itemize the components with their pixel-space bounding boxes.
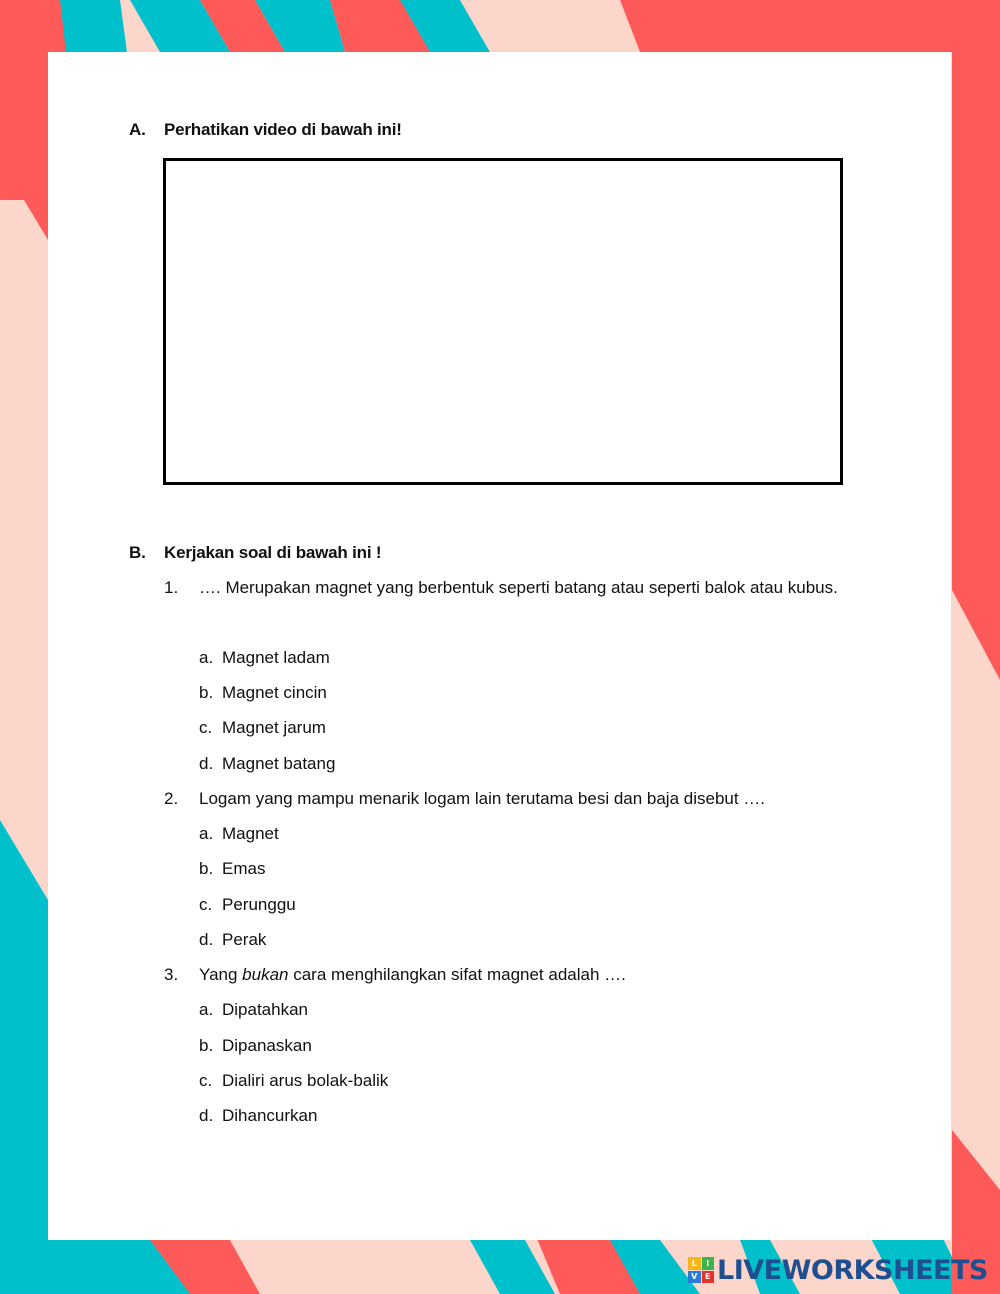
question-3-option-c[interactable] <box>199 1071 388 1091</box>
option-text: Dihancurkan <box>222 1106 318 1125</box>
logo-mark-icon <box>688 1257 714 1283</box>
question-2-option-d[interactable] <box>199 930 266 950</box>
question-3-text-before: Yang <box>199 965 243 984</box>
question-2-text: Logam yang mampu menarik logam lain terutama besi dan baja disebut …. <box>199 789 766 808</box>
question-3-option-b[interactable] <box>199 1036 312 1056</box>
logo-mark-l: L <box>688 1257 701 1270</box>
option-letter: a. <box>199 1000 214 1019</box>
option-letter: a. <box>199 648 214 667</box>
option-text: Dipatahkan <box>222 1000 309 1019</box>
question-3-text <box>199 965 626 985</box>
question-3-option-a[interactable] <box>199 1000 308 1020</box>
option-letter: b. <box>199 683 214 702</box>
option-text: Emas <box>222 859 266 878</box>
question-2-option-b[interactable] <box>199 859 265 879</box>
option-text: Dialiri arus bolak-balik <box>222 1071 389 1090</box>
question-2-option-a[interactable] <box>199 824 279 844</box>
liveworksheets-logo[interactable] <box>688 1254 988 1286</box>
option-letter: c. <box>199 1071 213 1090</box>
question-3-option-d[interactable] <box>199 1106 317 1126</box>
option-text: Perunggu <box>222 895 296 914</box>
option-letter: c. <box>199 718 213 737</box>
section-b-title: Kerjakan soal di bawah ini ! <box>164 543 382 562</box>
question-1-number: 1. <box>164 578 179 597</box>
option-text: Magnet ladam <box>222 648 330 667</box>
question-2-number: 2. <box>164 789 179 808</box>
option-letter: d. <box>199 754 214 773</box>
video-embed-frame[interactable] <box>163 158 843 485</box>
question-3-text-after: cara menghilangkan sifat magnet adalah …. <box>288 965 626 984</box>
option-letter: d. <box>199 1106 214 1125</box>
section-a-letter: A. <box>129 120 146 139</box>
option-letter: b. <box>199 859 214 878</box>
question-1-option-a[interactable] <box>199 648 330 668</box>
option-text: Magnet batang <box>222 754 336 773</box>
logo-mark-i: I <box>702 1257 715 1270</box>
question-3-text-italic: bukan <box>242 965 289 984</box>
section-b-letter: B. <box>129 543 146 562</box>
option-text: Magnet <box>222 824 279 843</box>
option-text: Magnet cincin <box>222 683 327 702</box>
logo-text: LIVEWORKSHEETS <box>717 1254 988 1286</box>
section-a-title: Perhatikan video di bawah ini! <box>164 120 402 139</box>
option-letter: d. <box>199 930 214 949</box>
question-2-option-c[interactable] <box>199 895 296 915</box>
logo-mark-v: V <box>688 1271 701 1284</box>
option-text: Perak <box>222 930 267 949</box>
option-letter: a. <box>199 824 214 843</box>
question-1-option-c[interactable] <box>199 718 326 738</box>
option-text: Dipanaskan <box>222 1036 312 1055</box>
option-text: Magnet jarum <box>222 718 326 737</box>
question-1-option-d[interactable] <box>199 754 335 774</box>
question-3-number: 3. <box>164 965 179 984</box>
option-letter: b. <box>199 1036 214 1055</box>
option-letter: c. <box>199 895 213 914</box>
logo-mark-e: E <box>702 1271 715 1284</box>
question-1-text: …. Merupakan magnet yang berbentuk seperti batang atau seperti balok atau kubus. <box>199 578 838 597</box>
question-1-option-b[interactable] <box>199 683 327 703</box>
